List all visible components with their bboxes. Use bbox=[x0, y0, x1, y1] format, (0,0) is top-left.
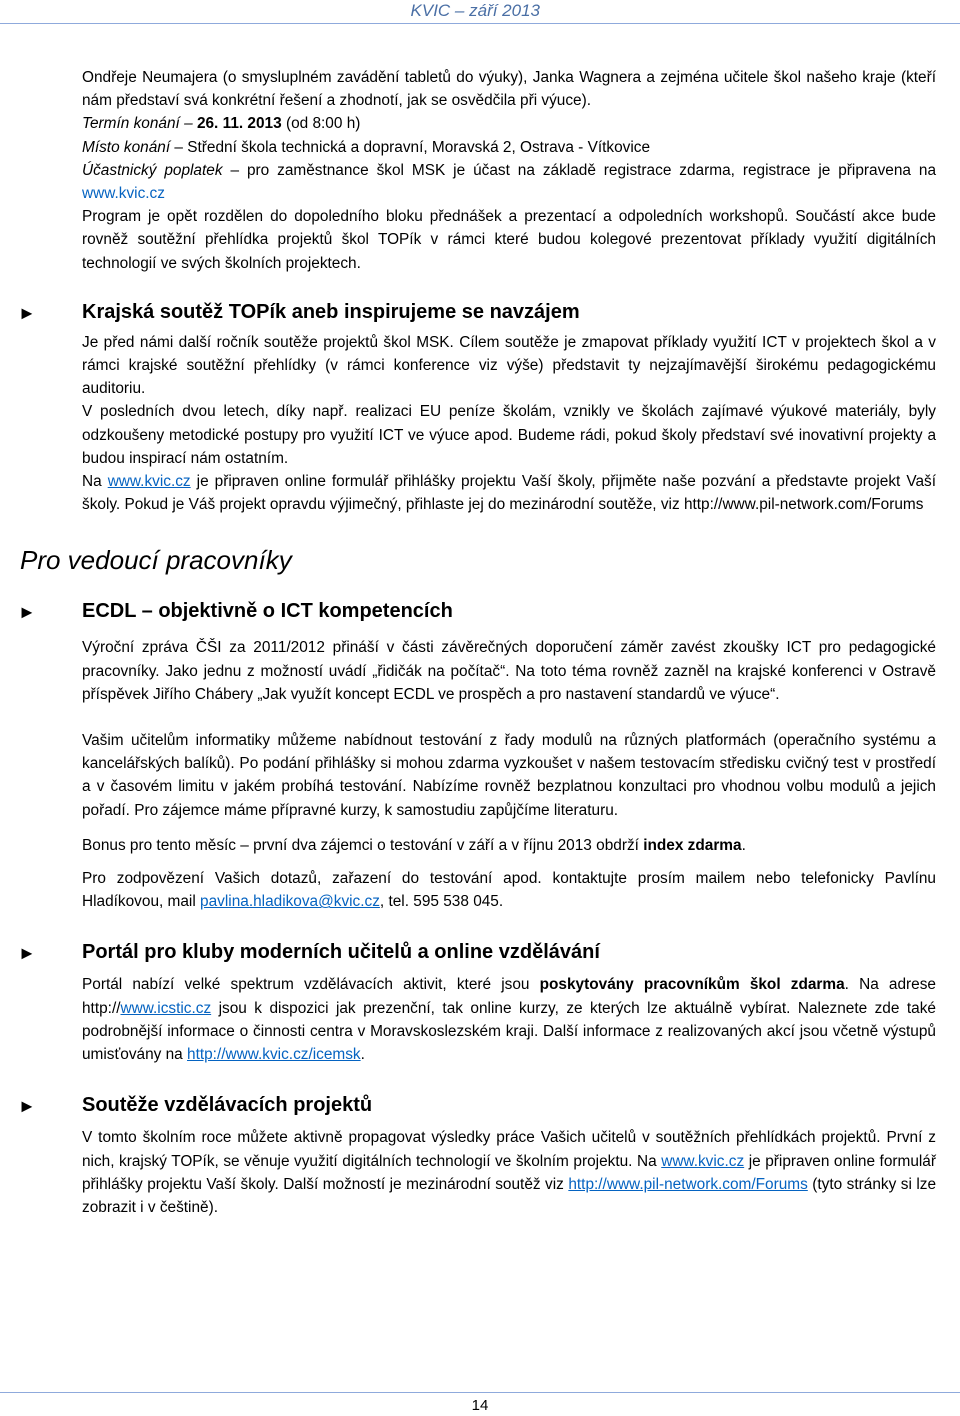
ecdl-block bbox=[82, 636, 936, 913]
page-header bbox=[0, 0, 960, 22]
topik-paragraph-3: Na www.kvic.cz je připraven online formulář přihlášky projektu Vaší školy, přijměte naše pozvání a představte projekt Vaší školy. Pokud je Váš projekt opravdu výjimečný, přihlaste jej do mezinárodní soutěže, viz http://www.pil-network.com/Forums bbox=[82, 473, 936, 514]
kvic-link[interactable]: www.kvic.cz bbox=[107, 473, 191, 491]
event-date: Termín konání – 26. 11. 2013 (od 8:00 h) bbox=[82, 115, 361, 133]
event-fee: Účastnický poplatek – pro zaměstnance škol MSK je účast na základě registrace zdarma, registrace je připravena na www.kvic.cz bbox=[82, 161, 937, 203]
section-title: Pro vedoucí pracovníky bbox=[20, 545, 292, 576]
event-place: Místo konání – Střední škola technická a dopravní, Moravská 2, Ostrava - Vítkovice bbox=[82, 138, 651, 156]
footer-rule bbox=[0, 1392, 960, 1393]
topik-paragraph-1: Je před námi další ročník soutěže projektů škol MSK. Cílem soutěže je zmapovat příklady využití ICT v projektech škol a v rámci krajské soutěžní přehlídky (v rámci konference viz výše) představit ty nejzajímavější širokému pedagogickému auditoriu. bbox=[82, 333, 936, 398]
program-paragraph: Program je opět rozdělen do dopoledního bloku přednášek a prezentací a odpoledních workshopů. Součástí akce bude rovněž soutěžní přehlídka projektů škol TOPík v rámci které budou kolegové prezentovat příklady využití digitálních technologií ve svých školních projektech. bbox=[82, 208, 936, 272]
topik-paragraph-2: V posledních dvou letech, díky např. realizaci EU peníze školám, vznikly ve školách zajímavé výukové materiály, byly odzkoušeny metodické postupy pro využití ICT ve výuce apod. Budeme rádi, pokud školy představí své inovativní projekty a budou inspirací nám ostatním. bbox=[82, 403, 936, 467]
bullet-arrow-icon: ► bbox=[18, 302, 36, 323]
souteze-block bbox=[82, 1126, 936, 1219]
bullet-arrow-icon: ► bbox=[18, 1096, 36, 1117]
header-rule bbox=[0, 23, 960, 24]
topik-heading: ► Krajská soutěž TOPík aneb inspirujeme se navzájem bbox=[82, 299, 936, 325]
icstic-link[interactable]: www.icstic.cz bbox=[120, 999, 212, 1017]
page-number: 14 bbox=[471, 1397, 489, 1414]
portal-paragraph: Portál nabízí velké spektrum vzdělávacích aktivit, které jsou poskytovány pracovníkům škol zdarma. Na adrese http://www.icstic.cz jsou k dispozici jak prezenční, tak online kurzy, ze kterých lze aktuálně vybírat. Naleznete zde také podrobnější informace o činnosti centra v Moravskoslezském kraji. Další informace z realizovaných akcí jsou včetně výstupů umisťovány na http://www.kvic.cz/icemsk. bbox=[82, 976, 936, 1064]
souteze-heading: ► Soutěže vzdělávacích projektů bbox=[82, 1092, 936, 1118]
icemsk-link[interactable]: http://www.kvic.cz/icemsk bbox=[187, 1046, 361, 1064]
kvic-link[interactable]: www.kvic.cz bbox=[82, 185, 165, 203]
pil-network-link[interactable]: http://www.pil-network.com/Forums bbox=[568, 1175, 808, 1193]
portal-block bbox=[82, 973, 936, 1066]
ecdl-heading: ► ECDL – objektivně o ICT kompetencích bbox=[82, 598, 936, 624]
portal-heading: ► Portál pro kluby moderních učitelů a online vzdělávání bbox=[82, 939, 936, 965]
intro-paragraph: Ondřeje Neumajera (o smysluplném zavádění tabletů do výuky), Janka Wagnera a zejména učitele škol našeho kraje (kteří nám představí svá konkrétní řešení a zhodnotí, jak se osvědčila při výuce). bbox=[82, 69, 936, 110]
topik-block bbox=[82, 331, 936, 517]
ecdl-paragraph-4: Pro zodpovězení Vašich dotazů, zařazení do testování apod. kontaktujte prosím mailem nebo telefonicky Pavlínu Hladíkovou, mail pavlina.hladikova@kvic.cz, tel. 595 538 045. bbox=[82, 870, 936, 911]
header-title: KVIC – září 2013 bbox=[410, 1, 540, 20]
kvic-link[interactable]: www.kvic.cz bbox=[661, 1152, 745, 1170]
bullet-arrow-icon: ► bbox=[18, 602, 36, 623]
ecdl-paragraph-2: Vašim učitelům informatiky můžeme nabídnout testování z řady modulů na různých platformách (operačního systému a kancelářských balíků). Po podání přihlášky si mohou zdarma vyzkoušet v našem testovacím středisku cvičný test v prostředí a v časovém limitu v jakém probíhá testování. Nabízíme rovněž bezplatnou konzultaci pro vhodnou volbu modulů a jejich pořadí. Pro zájemce máme přípravné kurzy, k samostudiu zapůjčíme literaturu. bbox=[82, 732, 936, 819]
ecdl-paragraph-1: Výroční zpráva ČŠI za 2011/2012 přináší v části závěrečných doporučení záměr zavést zkoušky ICT pro pedagogické pracovníky. Jako jednu z možností uvádí „řidičák na počítač“. Na toto téma rovněž zazněl na krajské konferenci v Ostravě příspěvek Jiřího Chábery „Jak využít koncept ECDL ve prospěch a pro nastavení standardů ve výuce“. bbox=[82, 639, 936, 703]
souteze-paragraph: V tomto školním roce můžete aktivně propagovat výsledky práce Vašich učitelů v soutěžních přehlídkách projektů. První z nich, krajský TOPík, se věnuje využití digitálních technologií ve školním projektu. Na www.kvic.cz je připraven online formulář přihlášky projektu Vaší školy. Další možností je mezinárodní soutěž viz http://www.pil-network.com/Forums (tyto stránky si lze zobrazit i v češtině). bbox=[82, 1129, 936, 1216]
intro-block bbox=[82, 66, 936, 275]
page-content bbox=[0, 66, 960, 1219]
ecdl-paragraph-3: Bonus pro tento měsíc – první dva zájemci o testování v září a v říjnu 2013 obdrží index zdarma. bbox=[82, 836, 746, 854]
bullet-arrow-icon: ► bbox=[18, 943, 36, 964]
email-link[interactable]: pavlina.hladikova@kvic.cz bbox=[200, 893, 380, 911]
